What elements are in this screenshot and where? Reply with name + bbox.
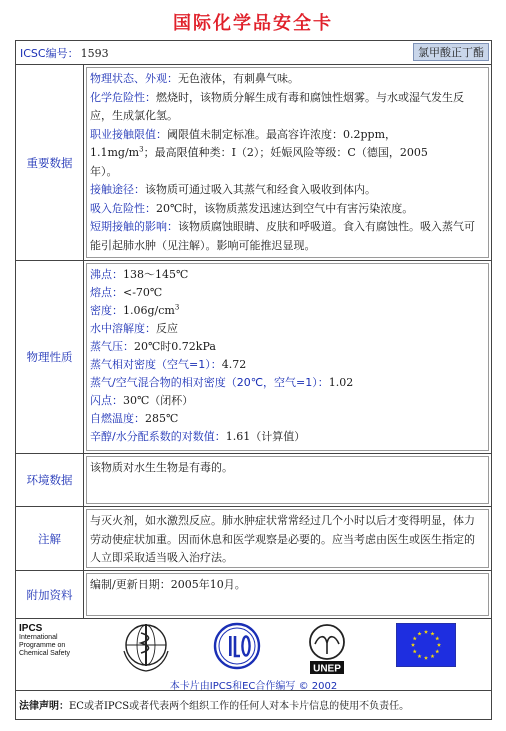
exposure-limit-cont: $1.1mg/m^3$；最高限值种类：I（2）；妊娠风险等级：C（德国，2005 [90,145,428,159]
unep-label: UNEP [313,663,341,675]
water-solubility: 水中溶解度：反应 [90,322,178,335]
boiling-point: 沸点：138～145℃ [90,268,189,281]
exposure-limit-end: 年）。 [90,164,118,178]
density: 密度：$1.06g/cm^3$ [90,303,180,317]
chemical-name: 氯甲酸正丁酯 [413,43,489,61]
physical-state: 物理状态、外观：无色液体，有刺鼻气味。 [90,72,299,85]
section-body: 与灭火剂，如水激烈反应。肺水肿症状常常经过几个小时以后才变得明显，体力劳动使症状加重。因而休息和医学观察是必要的。应当考虑由医生或医生指定的人立即采取适当吸入治疗法。 [86,509,489,568]
chemical-danger: 化学危险性：燃烧时，该物质分解生成有毒和腐蚀性烟雾。与水或湿气发生反应，生成氯化氢。 [90,90,464,122]
exposure-route: 接触途径：该物质可通过吸入其蒸气和经食入吸收到体内。 [90,183,376,196]
section-body: 编制/更新日期：2005年10月。 [86,573,489,616]
autoignition-temperature: 自燃温度：285℃ [90,412,179,425]
short-term-effects: 短期接触的影响：该物质腐蚀眼睛、皮肤和呼吸道。食入有腐蚀性。吸入蒸气可能引起肺水肿（见注解）。影响可能推迟显现。 [90,220,475,252]
section-label: 附加资料 [16,571,84,618]
section-additional [16,571,491,619]
who-emblem-icon [118,621,174,673]
page-title: 国际化学品安全卡 [173,13,333,34]
icsc-number [20,45,109,61]
inhalation-risk: 吸入危险性：20℃时，该物质蒸发迅速达到空气中有害污染浓度。 [90,201,414,215]
vapor-pressure: 蒸气压：20℃时0.72kPa [90,340,216,353]
section-important-data [16,65,491,261]
section-environment [16,454,491,507]
unep-emblem-icon [299,621,355,677]
footer-credit: 本卡片由IPCS和EC合作编写 © 2002 [169,681,338,692]
section-body: 该物质对水生生物是有毒的。 [86,456,489,504]
mixture-density: 蒸气/空气混合物的相对密度（20℃，空气=1）：1.02 [90,376,354,389]
melting-point: 熔点：<-70℃ [90,286,163,299]
ilo-emblem-icon [209,621,265,673]
vapor-density: 蒸气相对密度（空气=1）：4.72 [90,358,247,371]
exposure-limit: 职业接触限值：阈限值未制定标准。最高容许浓度：0.2ppm， [90,127,397,141]
section-label: 注解 [16,507,84,570]
section-body [86,67,489,258]
card-header [16,41,491,65]
safety-card [15,40,492,720]
section-label: 重要数据 [16,65,84,260]
section-physical-properties [16,261,491,454]
section-body [86,263,489,451]
icsc-value: 1593 [80,47,109,60]
footer-logos [16,619,491,691]
eu-flag-icon [396,623,456,667]
legal-notice: 法律声明：EC或者IPCS或者代表两个组织工作的任何人对本卡片信息的使用不负责任。 [19,701,410,712]
flash-point: 闪点：30℃（闭杯） [90,394,194,407]
section-label: 环境数据 [16,454,84,506]
ipcs-logo: IPCS International Programme on Chemical Safety [19,623,70,657]
section-notes [16,507,491,571]
icsc-label: ICSC编号： [20,47,79,60]
octanol-water-logp: 辛醇/水分配系数的对数值：1.61（计算值） [90,430,306,443]
section-label: 物理性质 [16,261,84,453]
